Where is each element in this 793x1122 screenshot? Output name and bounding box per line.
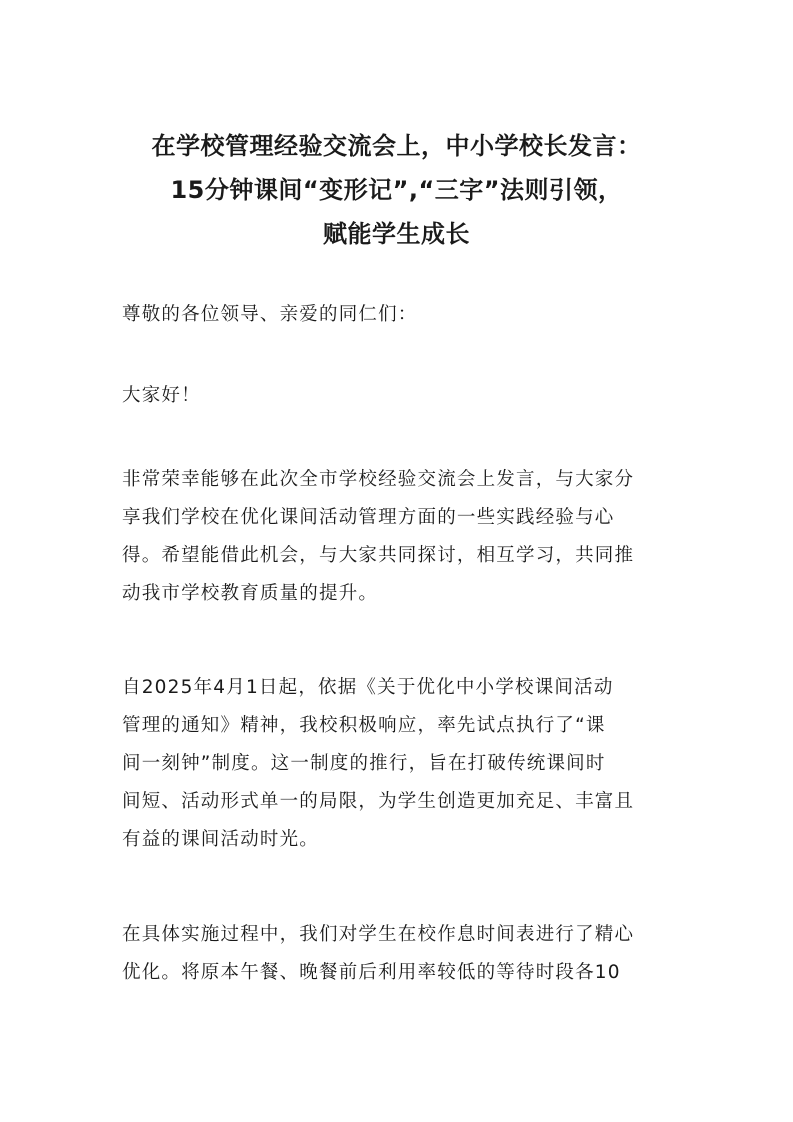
paragraph-policy	[122, 669, 674, 859]
paragraph-line: 在具体实施过程中，我们对学生在校作息时间表进行了精心	[122, 924, 635, 945]
paragraph-line: 动我市学校教育质量的提升。	[122, 583, 379, 604]
paragraph-line: 管理的通知》精神，我校积极响应，率先试点执行了“课	[122, 715, 606, 736]
salutation-text: 尊敬的各位领导、亲爱的同仁们：	[122, 304, 418, 325]
paragraph-line: 优化。将原本午餐、晚餐前后利用率较低的等待时段各10	[122, 962, 621, 983]
document-title	[110, 124, 683, 256]
paragraph-line: 间一刻钟”制度。这一制度的推行，旨在打破传统课间时	[122, 753, 606, 774]
paragraph-line: 非常荣幸能够在此次全市学校经验交流会上发言，与大家分	[122, 469, 635, 490]
paragraph-line: 间短、活动形式单一的局限，为学生创造更加充足、丰富且	[122, 791, 635, 812]
paragraph-line: 有益的课间活动时光。	[122, 829, 320, 850]
paragraph-implementation	[122, 916, 674, 992]
title-line-1: 在学校管理经验交流会上，中小学校长发言：	[151, 132, 642, 160]
salutation	[122, 296, 674, 334]
greeting-text: 大家好！	[122, 385, 201, 406]
title-line-3: 赋能学生成长	[323, 220, 470, 248]
paragraph-line: 享我们学校在优化课间活动管理方面的一些实践经验与心	[122, 507, 615, 528]
paragraph-intro	[122, 461, 674, 613]
title-line-2: 15分钟课间“变形记”,“三字”法则引领，	[170, 176, 623, 204]
paragraph-line: 自2025年4月1日起，依据《关于优化中小学校课间活动	[122, 677, 614, 698]
greeting	[122, 377, 674, 415]
paragraph-line: 得。希望能借此机会，与大家共同探讨，相互学习，共同推	[122, 545, 635, 566]
